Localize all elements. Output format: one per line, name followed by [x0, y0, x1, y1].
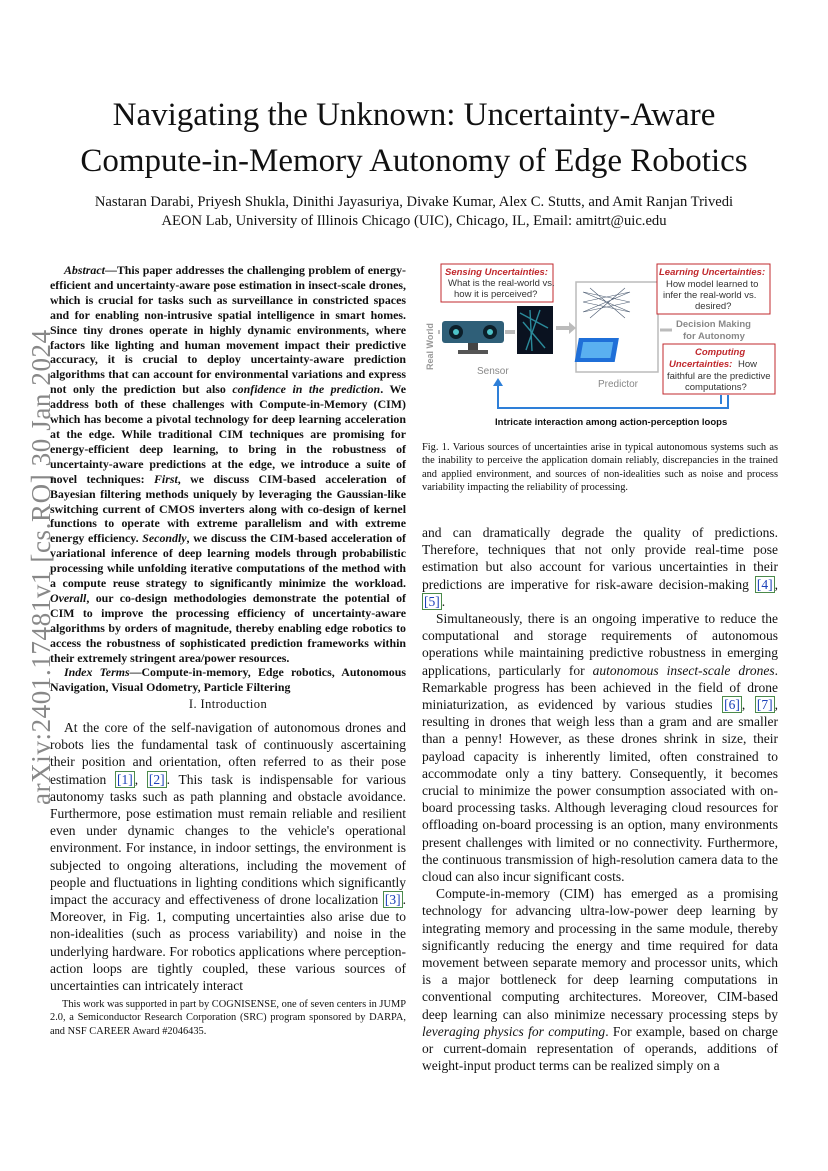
real-world-label: Real World — [425, 323, 435, 370]
svg-text:How: How — [738, 359, 758, 370]
svg-text:How model learned to: How model learned to — [666, 279, 759, 290]
svg-text:how it is perceived?: how it is perceived? — [454, 289, 538, 300]
abstract: Abstract—This paper addresses the challenging problem of energy-efficient and uncertainty-aware pose estimation in insect-scale drones, which is crucial for tasks such as surveillance in constricted spaces and for enabling non-intrusive spatial intelligence in smart homes. Since tiny drones operate in highly dynamic environments, where factors like lighting and human movement impact their predictive accuracy, it is crucial to deploy uncertainty-aware prediction algorithms that can account for environmental variations and express not only the prediction but also confidence in the prediction. We address both of these challenges with Compute-in-Memory (CIM) which has become a pivotal technology for deep learning acceleration at the edge. While traditional CIM techniques are promising for energy-efficient deep learning, to bring in the robustness of uncertainty-aware predictions at the edge, we introduce a suite of novel techniques: First, we discuss CIM-based acceleration of Bayesian filtering methods uniquely by leveraging the Gaussian-like switching current of CMOS inverters along with co-design of kernel functions to operate with extreme parallelism and with extreme energy efficiency. Secondly, we discuss the CIM-based acceleration of variational inference of deep learning models through probabilistic processing while unfolding iterative computations of the method with a compute reuse strategy to significantly minimize the workload. Overall, our co-design methodologies demonstrate the potential of CIM to improve the processing efficiency of uncertainty-aware algorithms by orders of magnitude, thereby enabling edge robotics to access the robustness of sophisticated prediction frameworks within their extremely stringent area/power resources. Index Terms—Compute-in-memory, Edge robotics, Autonomous Navigation, Visual Odometry, Particle Filtering — [50, 263, 406, 695]
svg-text:desired?: desired? — [695, 301, 732, 312]
sensor-label: Sensor — [477, 366, 509, 377]
citation-link[interactable]: [5] — [424, 593, 440, 609]
right-column-text: and can dramatically degrade the quality of predictions. Therefore, techniques that not only provide real-time pose estimation but also account for various uncertainties in their predictions are imperative for risk-aware decision-making [4] , [5] . Simultaneously, there is an ongoing imperative to reduce the computational and storage requirements of autonomous operations while maintaining predictive robustness in emerging applications, particularly for autonomous insect-scale drones. Remarkable progress has been achieved in the field of drone miniaturization, as evidenced by various studies [6] , [7] , resulting in drones that weigh less than a gram and are smaller than a penny! However, as these drones shrink in size, their payload capacity is inherently limited, often constrained to accommodate only a tiny battery. Consequently, it becomes crucial to minimize the power consumption associated with on-board processing tasks. Although leveraging cloud resources for offloading on-board processing is an option, many environments present challenges with limited or no connectivity. Furthermore, the continuous transmission of high-resolution camera data to the cloud can also incur significant costs. Compute-in-memory (CIM) has emerged as a promising technology for advancing ultra-low-power deep learning by integrating memory and processing in the same module, thereby significantly reducing the energy and time required for data movement between separate memory and processor units, which is a major bottleneck for deep learning computations in conventional computing architectures. Moreover, CIM-based deep learning can also minimize necessary processing steps by leveraging physics for computing. For example, based on charge or current-domain representation of operands, additions of weight-input product terms can be realized simply on a — [422, 525, 779, 1074]
introduction-text: At the core of the self-navigation of autonomous drones and robots lies the fundamental task of continuously ascertaining their position and orientation, often referred to as their pose estimation [1] , [2] . This task is indispensable for various autonomy tasks such as path planning and obstacle avoidance. Furthermore, pose estimation must remain reliable and resilient even under dynamic changes to the vehicle's operational environment. For instance, in indoor settings, the environment is subjected to ongoing alterations, including the movement of people and fluctuations in lighting conditions which significantly impact the accuracy and effectiveness of drone localization [3] . Moreover, in Fig. 1, computing uncertainties also arise due to non-idealities (such as process variability) and noise in the underlying hardware. For robotics applications where perception-action loops are tightly coupled, these various sources of uncertainties can intricately interact — [50, 720, 407, 994]
loop-label: Intricate interaction among action-perception loops — [495, 417, 728, 428]
index-terms: Index Terms—Compute-in-memory, Edge robotics, Autonomous Navigation, Visual Odometry, Particle Filtering — [50, 665, 406, 695]
citation-link[interactable]: [3] — [384, 892, 401, 908]
svg-text:faithful are the predictive: faithful are the predictive — [667, 371, 771, 382]
title-line-1: Navigating the Unknown: Uncertainty-Aware — [112, 97, 716, 133]
author-block — [30, 193, 798, 231]
svg-text:infer the real-world vs.: infer the real-world vs. — [663, 290, 757, 301]
sensing-title: Sensing Uncertainties: — [445, 267, 548, 278]
figure-1 — [420, 258, 782, 434]
predictor-label: Predictor — [598, 379, 639, 390]
citation-link[interactable]: [7] — [756, 697, 773, 713]
svg-text:What is the real-world vs.: What is the real-world vs. — [448, 278, 555, 289]
title-line-2: Compute-in-Memory Autonomy of Edge Robotics — [80, 143, 748, 179]
paper-title — [40, 92, 788, 184]
decision-label: Decision Making — [676, 319, 751, 330]
citation-link[interactable]: [4] — [756, 576, 773, 592]
figure-caption: Fig. 1. Various sources of uncertainties arise in typical autonomous systems such as the inability to perceive the application domain reliably, discrepancies in the trained and applied environment, and sources of non-idealities such as noise and process variability impacting the reliability of processing. — [422, 442, 778, 493]
learning-title: Learning Uncertainties: — [659, 267, 766, 278]
citation-link[interactable]: [6] — [724, 697, 740, 713]
affiliation: AEON Lab, University of Illinois Chicago (UIC), Chicago, IL, Email: amitrt@uic.edu — [161, 213, 667, 229]
authors: Nastaran Darabi, Priyesh Shukla, Dinithi Jayasuriya, Divake Kumar, Alex C. Stutts, and Amit Ranjan Trivedi — [94, 194, 734, 210]
camera-icon — [442, 321, 504, 354]
svg-text:for Autonomy: for Autonomy — [683, 331, 745, 342]
chip-icon — [575, 338, 619, 362]
svg-text:computations?: computations? — [685, 382, 747, 393]
computing-title: Computing — [695, 347, 746, 358]
section-heading: I. Introduction — [188, 697, 268, 711]
arxiv-stamp: arXiv:2401.17481v1 [cs.RO] 30 Jan 2024 — [26, 329, 56, 805]
svg-text:Uncertainties:: Uncertainties: — [669, 359, 733, 370]
abstract-label: Abstract — [64, 263, 105, 277]
footnote: This work was supported in part by COGNISENSE, one of seven centers in JUMP 2.0, a Semiconductor Research Corporation (SRC) program sponsored by DARPA, and NSF CAREER Award #2046435. — [50, 999, 407, 1037]
citation-link[interactable]: [1] — [117, 771, 133, 787]
citation-link[interactable]: [2] — [148, 771, 165, 787]
perceived-image — [517, 306, 553, 354]
